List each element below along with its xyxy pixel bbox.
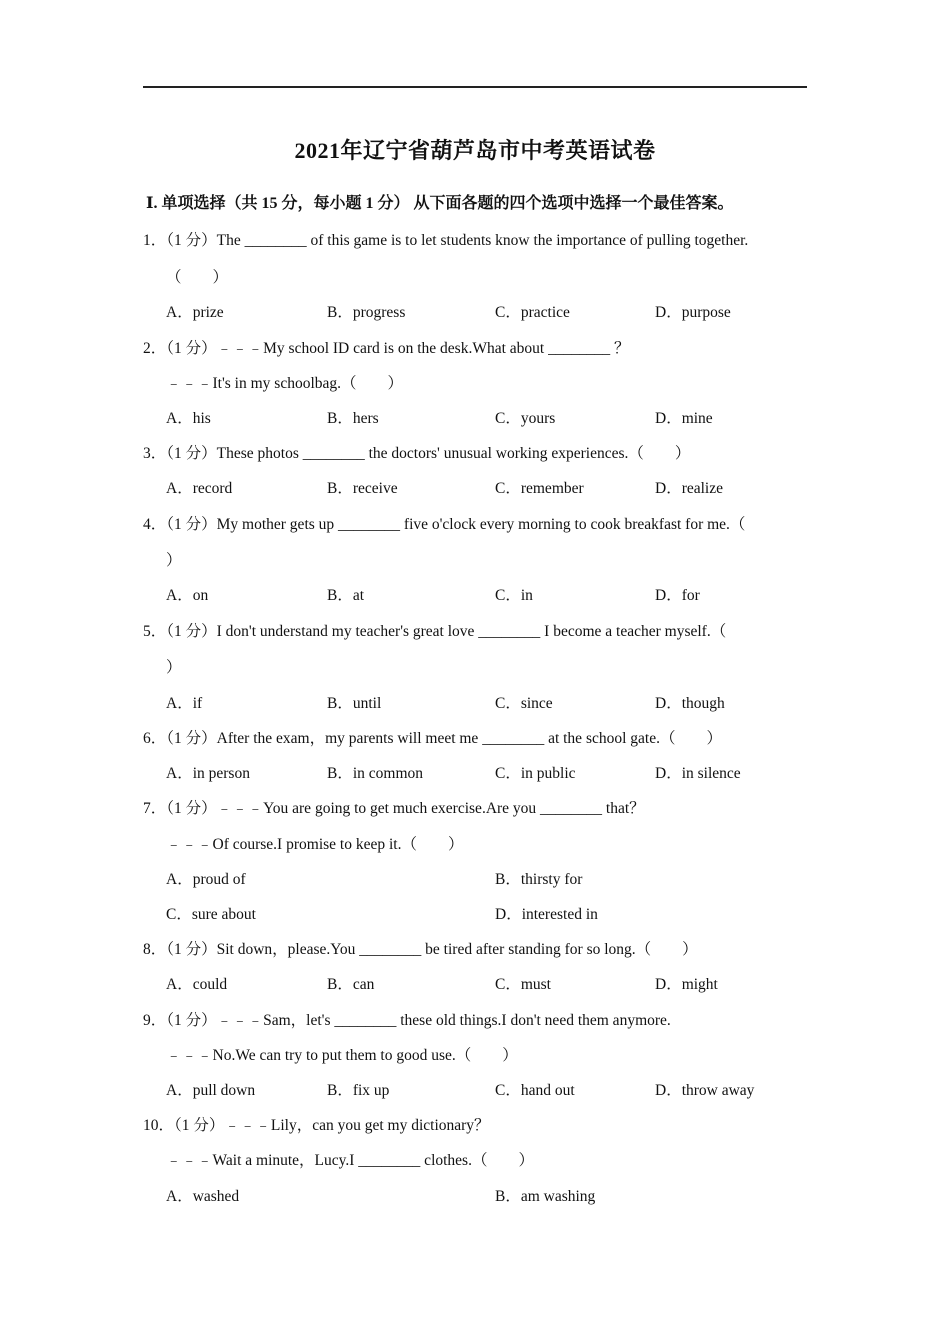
question-4-option-a: A．on — [166, 587, 209, 604]
question-1-option-c: C．practice — [495, 304, 570, 321]
question-1-option-a: A．prize — [166, 304, 224, 321]
question-3-stem: 3．（1 分）These photos ________ the doctors' unusual working experiences.（ ） — [143, 445, 691, 462]
question-9-option-c: C．hand out — [495, 1082, 575, 1099]
question-8-option-d: D．might — [655, 976, 718, 993]
question-7-option-c: C．sure about — [166, 906, 256, 923]
question-2-option-a: A．his — [166, 410, 211, 427]
question-10-stem-cont: ﹣﹣﹣Wait a minute，Lucy.I ________ clothes.（ ） — [166, 1152, 534, 1169]
question-4-option-d: D．for — [655, 587, 700, 604]
question-9-option-b: B．fix up — [327, 1082, 390, 1099]
question-9-stem-cont: ﹣﹣﹣No.We can try to put them to good use.（ ） — [166, 1047, 518, 1064]
question-2-stem-cont: ﹣﹣﹣It's in my schoolbag.（ ） — [166, 375, 404, 392]
question-6-option-c: C．in public — [495, 765, 576, 782]
question-9-option-d: D．throw away — [655, 1082, 755, 1099]
question-5-option-c: C．since — [495, 695, 553, 712]
question-8-stem: 8．（1 分）Sit down，please.You ________ be tired after standing for so long.（ ） — [143, 941, 698, 958]
question-2-option-d: D．mine — [655, 410, 713, 427]
question-3-option-a: A．record — [166, 480, 233, 497]
question-5-option-d: D．though — [655, 695, 725, 712]
question-1-stem-cont: （ ） — [166, 269, 229, 286]
question-1-option-b: B．progress — [327, 304, 406, 321]
question-4-option-c: C．in — [495, 587, 533, 604]
question-5-stem-cont: ） — [166, 659, 182, 676]
question-3-option-c: C．remember — [495, 480, 584, 497]
question-4-stem-cont: ） — [166, 552, 182, 569]
question-9-stem: 9．（1 分）﹣﹣﹣Sam，let's ________ these old things.I don't need them anymore. — [143, 1012, 671, 1029]
question-7-option-a: A．proud of — [166, 871, 246, 888]
question-1-stem: 1．（1 分）The ________ of this game is to let students know the importance of pulling together. — [143, 232, 749, 249]
question-2-option-c: C．yours — [495, 410, 556, 427]
question-10-option-b: B．am washing — [495, 1188, 596, 1205]
question-6-stem: 6．（1 分）After the exam，my parents will meet me ________ at the school gate.（ ） — [143, 730, 722, 747]
question-10-stem: 10．（1 分）﹣﹣﹣Lily，can you get my dictionary？ — [143, 1117, 490, 1134]
question-3-option-d: D．realize — [655, 480, 723, 497]
page-title: 2021年辽宁省葫芦岛市中考英语试卷 — [294, 138, 656, 163]
question-5-option-b: B．until — [327, 695, 382, 712]
question-4-stem: 4．（1 分）My mother gets up ________ five o'clock every morning to cook breakfast for me.（ — [143, 516, 746, 533]
question-10-option-a: A．washed — [166, 1188, 240, 1205]
question-2-option-b: B．hers — [327, 410, 379, 427]
section-heading: Ⅰ. 单项选择（共 15 分，每小题 1 分） 从下面各题的四个选项中选择一个最佳答案。 — [146, 195, 734, 212]
question-7-option-d: D．interested in — [495, 906, 598, 923]
question-6-option-d: D．in silence — [655, 765, 741, 782]
question-5-stem: 5．（1 分）I don't understand my teacher's great love ________ I become a teacher myself.（ — [143, 623, 727, 640]
question-7-stem: 7．（1 分）﹣﹣﹣You are going to get much exercise.Are you ________ that？ — [143, 800, 645, 817]
question-8-option-c: C．must — [495, 976, 551, 993]
question-1-option-d: D．purpose — [655, 304, 731, 321]
question-6-option-a: A．in person — [166, 765, 250, 782]
question-8-option-a: A．could — [166, 976, 228, 993]
question-6-option-b: B．in common — [327, 765, 424, 782]
question-2-stem: 2．（1 分）﹣﹣﹣My school ID card is on the desk.What about ________ ？ — [143, 340, 630, 357]
question-3-option-b: B．receive — [327, 480, 398, 497]
question-8-option-b: B．can — [327, 976, 375, 993]
question-4-option-b: B．at — [327, 587, 365, 604]
question-7-stem-cont: ﹣﹣﹣Of course.I promise to keep it.（ ） — [166, 836, 464, 853]
question-7-option-b: B．thirsty for — [495, 871, 583, 888]
header-rule — [143, 86, 807, 88]
question-9-option-a: A．pull down — [166, 1082, 256, 1099]
question-5-option-a: A．if — [166, 695, 203, 712]
